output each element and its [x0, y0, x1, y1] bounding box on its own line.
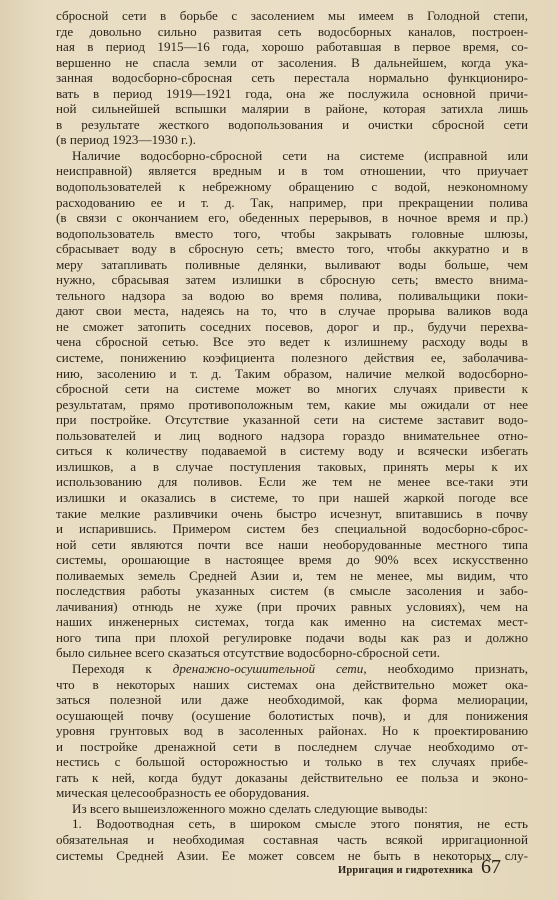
text-line: (в связи с окончанием его, обеденных перерывов, в ночное время и пр.)	[56, 210, 528, 226]
text-line: меру затапливать поливные делянки, выливают воды больше, чем	[56, 256, 528, 272]
text-line: вершенно не спасла земли от засоления. В дальнейшем, когда ука-	[56, 54, 528, 70]
journal-title: Ирригация и гидротехника	[338, 865, 473, 876]
text-line: нестись с большой осторожностью и только в тех случаях прибе-	[56, 754, 528, 770]
text-line: системы, орошающие в настоящее время до 90% всех искусственно	[56, 552, 528, 568]
text-line: Наличие водосборно-сбросной сети на системе (исправной или	[72, 147, 528, 163]
text-line: сбросной сети в борьбе с засолением мы имеем в Голодной степи,	[56, 8, 528, 23]
text-line: осушающей почву (осушение болотистых почв), и для понижения	[56, 707, 528, 723]
text-line: пользователей и лиц водного надзора гораздо внимательнее отно-	[56, 427, 528, 443]
text-line: ного типа при плохой регулировке подачи воды как раз и должно	[56, 629, 528, 645]
text-line: при постройке. Отсутствие указанной сети на системе заставит водо-	[56, 412, 528, 428]
paragraph	[56, 801, 528, 817]
paragraph	[56, 148, 528, 661]
paragraph	[56, 8, 528, 148]
text-line: заться полезной или даже необходимой, как форма мелиорации,	[56, 692, 528, 708]
text-line: излишков, а в случае поступления таковых, принять меры к их	[56, 458, 528, 474]
text-line: наших инженерных системах, тогда как именно на системах мест-	[56, 614, 528, 630]
text-line: поливаемых земель Средней Азии и, тем не менее, мы видим, что	[56, 567, 528, 583]
text-line: чена сбросной сетью. Все это ведет к излишнему расходу воды в	[56, 334, 528, 350]
text-line: где довольно сильно развитая сеть водосборных каналов, построен-	[56, 23, 528, 39]
text-line: гать к ней, когда будут доказаны действительно ее польза и эконо-	[56, 769, 528, 785]
text-line: расходованию ее и т. д. Так, например, при прекращении полива	[56, 194, 528, 210]
text-line: использованию для поливов. Если же тем не менее все-таки эти	[56, 474, 528, 490]
text-line: 1. Водоотводная сеть, в широком смысле этого понятия, не есть	[72, 816, 528, 832]
paragraph	[56, 661, 528, 801]
italic-term: дренажно-осушительной сети	[172, 660, 364, 676]
text-line: и испарившись. Примером систем без специальной водосборно-сброс-	[56, 521, 528, 537]
text-line: сбросной сети на системе может во многих случаях привести к	[56, 381, 528, 397]
text-line: тельного надзора за водою во время полива, поливальщики поки-	[56, 287, 528, 303]
text-line: сбрасывает воду в сбросную сеть; вместо того, чтобы аккуратно и в	[56, 241, 528, 257]
text-line: что в некоторых наших системах она действительно может ока-	[56, 676, 528, 692]
text-line: Переходя к дренажно-осушительной сети, необходимо признать,	[72, 660, 528, 676]
text-line: нию, засолению и т. д. Таким образом, наличие мелкой водосборно-	[56, 365, 528, 381]
text-line: обязательная и необходимая составная часть всякой ирригационной	[56, 831, 528, 847]
text-line: Из всего вышеизложенного можно сделать следующие выводы:	[72, 800, 428, 816]
text-line: лачивания) отнюдь не хуже (при прочих равных условиях), чем на	[56, 598, 528, 614]
text-line: такие мелкие разливчики очень быстро исчезнут, впитавшись в почву	[56, 505, 528, 521]
text-line: занная водосборно-сбросная сеть перестала нормально функциониро-	[56, 70, 528, 86]
text-line: ной сети являются почти все наши необорудованные местного типа	[56, 536, 528, 552]
text-line: вать в период 1919—1921 года, она же послужила основной причи-	[56, 85, 528, 101]
text-line: мическая целесообразность ее оборудования.	[56, 785, 310, 801]
text-body	[56, 8, 528, 863]
page-number: 67	[480, 856, 501, 878]
text-line: дают свои места, надеясь на то, что в случае прорыва валиков вода	[56, 303, 528, 319]
text-line: неисправной) является вредным и в том отношении, что приучает	[56, 163, 528, 179]
text-line: и постройке дренажной сети в последнем случае необходимо от-	[56, 738, 528, 754]
text-line: ной сильнейшей вспышки малярии в районе, которая затихла лишь	[56, 101, 528, 117]
page-footer	[338, 856, 501, 879]
text-line: не сможет затопить соседних посевов, дорог и пр., будучи перехва-	[56, 318, 528, 334]
text-line: было сильнее всего сказаться отсутствие водосборно-сбросной сети.	[56, 645, 441, 661]
text-line: последствия работы указанных систем (в смысле засоления и забо-	[56, 583, 528, 599]
text-line: результатам, прямо противоположным тем, какие мы ожидали от нее	[56, 396, 528, 412]
text-line: нужно, сбрасывая затем излишки в сбросную сеть; вместо внима-	[56, 272, 528, 288]
text-line: водопользователей к небрежному обращению с водой, неэкономному	[56, 179, 528, 195]
text-line: водопользователь вместо того, чтобы закрывать головные шлюзы,	[56, 225, 528, 241]
text-line: в результате жесткого водопользования и очистки сбросной сети	[56, 116, 528, 132]
text-line: системы Средней Азии. Ее может совсем не быть в некоторых слу-	[56, 847, 528, 863]
text-line: уровня грунтовых вод в засоленных районах. Но к проектированию	[56, 723, 528, 739]
text-line: ная в период 1915—16 года, хорошо работавшая в первое время, со-	[56, 39, 528, 55]
text-line: системе, понижению коэфициента полезного действия ее, заболачива-	[56, 350, 528, 366]
text-line: ситься к количеству подаваемой в систему воду и всячески избегать	[56, 443, 528, 459]
text-line: (в период 1923—1930 г.).	[56, 132, 196, 148]
text-line: излишки и оказались в системе, то при нашей жаркой погоде все	[56, 489, 528, 505]
